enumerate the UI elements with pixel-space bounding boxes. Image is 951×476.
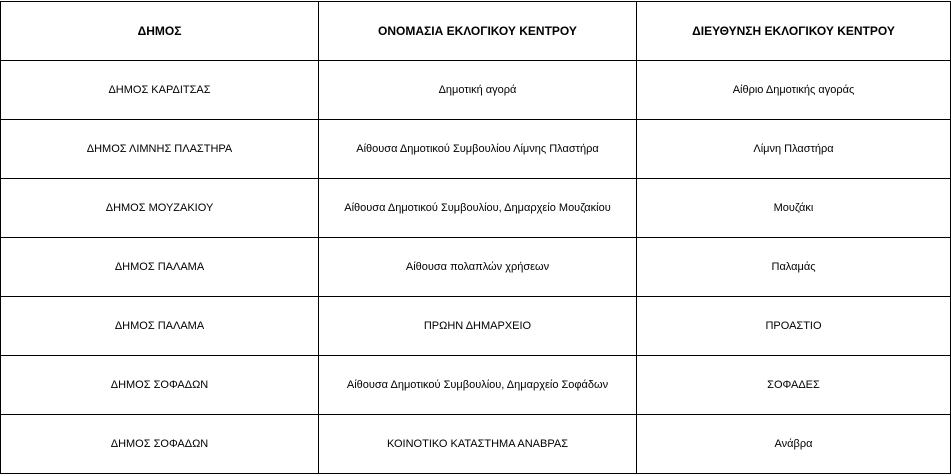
table-row <box>1 120 951 179</box>
cell-center-name: ΠΡΩΗΝ ΔΗΜΑΡΧΕΙΟ <box>319 297 637 356</box>
cell-municipality: ΔΗΜΟΣ ΠΑΛΑΜΑ <box>1 297 319 356</box>
cell-center-name: Αίθουσα πολαπλών χρήσεων <box>319 238 637 297</box>
cell-municipality: ΔΗΜΟΣ ΚΑΡΔΙΤΣΑΣ <box>1 61 319 120</box>
table-row <box>1 179 951 238</box>
cell-center-name: ΚΟΙΝΟΤΙΚΟ ΚΑΤΑΣΤΗΜΑ ΑΝΑΒΡΑΣ <box>319 415 637 474</box>
table-row <box>1 415 951 474</box>
column-header-municipality: ΔΗΜΟΣ <box>1 2 319 61</box>
cell-municipality: ΔΗΜΟΣ ΣΟΦΑΔΩΝ <box>1 415 319 474</box>
cell-center-address: Λίμνη Πλαστήρα <box>637 120 951 179</box>
cell-center-name: Αίθουσα Δημοτικού Συμβουλίου Λίμνης Πλαστήρα <box>319 120 637 179</box>
cell-municipality: ΔΗΜΟΣ ΠΑΛΑΜΑ <box>1 238 319 297</box>
cell-center-address: Μουζάκι <box>637 179 951 238</box>
column-header-center-name: ΟΝΟΜΑΣΙΑ ΕΚΛΟΓΙΚΟΥ ΚΕΝΤΡΟΥ <box>319 2 637 61</box>
table-row <box>1 297 951 356</box>
electoral-centers-table <box>0 1 951 474</box>
cell-center-address: Αίθριο Δημοτικής αγοράς <box>637 61 951 120</box>
column-header-center-address: ΔΙΕΥΘΥΝΣΗ ΕΚΛΟΓΙΚΟΥ ΚΕΝΤΡΟΥ <box>637 2 951 61</box>
table-row <box>1 61 951 120</box>
cell-municipality: ΔΗΜΟΣ ΛΙΜΝΗΣ ΠΛΑΣΤΗΡΑ <box>1 120 319 179</box>
cell-municipality: ΔΗΜΟΣ ΣΟΦΑΔΩΝ <box>1 356 319 415</box>
cell-municipality: ΔΗΜΟΣ ΜΟΥΖΑΚΙΟΥ <box>1 179 319 238</box>
cell-center-name: Δημοτική αγορά <box>319 61 637 120</box>
cell-center-address: ΣΟΦΑΔΕΣ <box>637 356 951 415</box>
table-row <box>1 356 951 415</box>
cell-center-address: Παλαμάς <box>637 238 951 297</box>
cell-center-address: ΠΡΟΑΣΤΙΟ <box>637 297 951 356</box>
table-row <box>1 238 951 297</box>
cell-center-name: Αίθουσα Δημοτικού Συμβουλίου, Δημαρχείο Σοφάδων <box>319 356 637 415</box>
cell-center-name: Αίθουσα Δημοτικού Συμβουλίου, Δημαρχείο Μουζακίου <box>319 179 637 238</box>
cell-center-address: Ανάβρα <box>637 415 951 474</box>
table-header-row <box>1 2 951 61</box>
